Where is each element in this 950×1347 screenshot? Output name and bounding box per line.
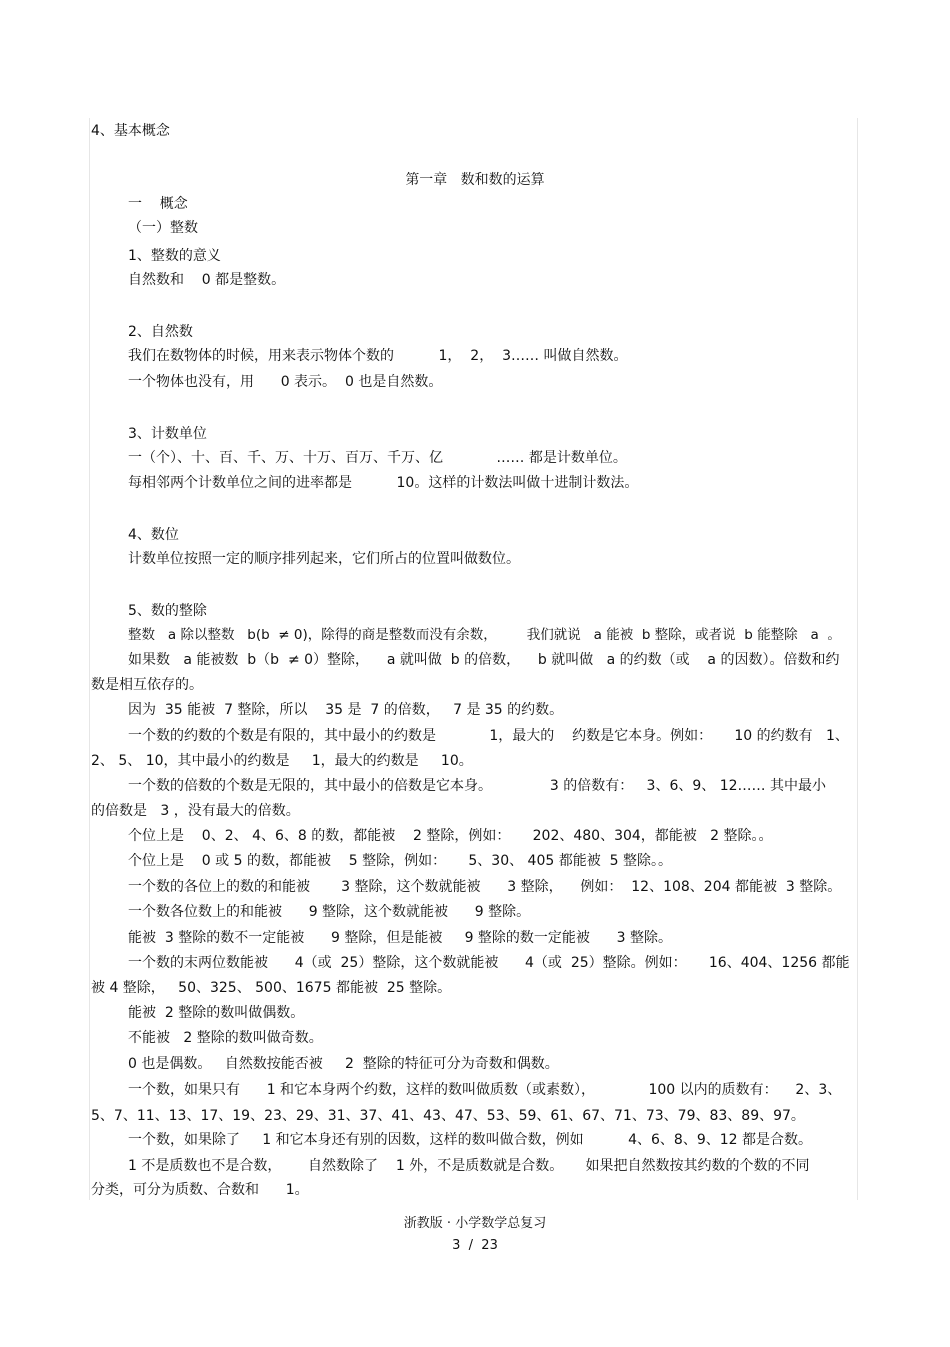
text-line: 的倍数是 3 ，没有最大的倍数。 bbox=[91, 803, 300, 819]
text-line: 如果数 a 能被数 b（b ≠ 0）整除， a 就叫做 b 的倍数， b 就叫做 a 的约数（或 a 的因数）。倍数和约 bbox=[128, 652, 840, 668]
text-line: 一个数的末两位数能被 4（或 25）整除，这个数就能被 4（或 25）整除。例如： 16、404、1256 都能 bbox=[128, 955, 850, 971]
text-line: 5、7、11、13、17、19、23、29、31、37、41、43、47、53、59、61、67、71、73、79、83、89、97。 bbox=[91, 1108, 805, 1124]
text-line: 计数单位按照一定的顺序排列起来，它们所占的位置叫做数位。 bbox=[128, 551, 520, 567]
text-line: 个位上是 0 或 5 的数，都能被 5 整除，例如： 5、30、 405 都能被 5 整除。。 bbox=[128, 853, 672, 869]
text-line: 3、计数单位 bbox=[128, 426, 207, 442]
text-line: 一个数，如果除了 1 和它本身还有别的因数，这样的数叫做合数，例如 4、6、8、9、12 都是合数。 bbox=[128, 1132, 813, 1148]
text-line: 4、数位 bbox=[128, 527, 179, 543]
chapter-title: 第一章 数和数的运算 bbox=[405, 172, 545, 188]
right-margin-rule bbox=[857, 118, 858, 1200]
text-line: 每相邻两个计数单位之间的进率都是 10。这样的计数法叫做十进制计数法。 bbox=[128, 475, 639, 491]
footer-title: 浙教版 · 小学数学总复习 bbox=[403, 1216, 547, 1231]
text-line: 一个数各位数上的和能被 9 整除，这个数就能被 9 整除。 bbox=[128, 904, 531, 920]
text-line: 一个数的约数的个数是有限的，其中最小的约数是 1，最大的 约数是它本身。例如： 10 的约数有 1、 bbox=[128, 728, 849, 744]
text-line: 一个数的各位上的数的和能被 3 整除，这个数就能被 3 整除， 例如： 12、108、204 都能被 3 整除。 bbox=[128, 879, 842, 895]
text-line: 一个数，如果只有 1 和它本身两个约数，这样的数叫做质数（或素数）， 100 以内的质数有： 2、3、 bbox=[128, 1082, 842, 1098]
text-line: 2、 5、 10，其中最小的约数是 1，最大的约数是 10。 bbox=[91, 753, 473, 769]
text-line: 5、数的整除 bbox=[128, 603, 207, 619]
text-line: 1 不是质数也不是合数， 自然数除了 1 外，不是质数就是合数。 如果把自然数按其约数的个数的不同 bbox=[128, 1158, 810, 1174]
text-line: 个位上是 0、2、 4、6、8 的数，都能被 2 整除，例如： 202、480、304，都能被 2 整除。。 bbox=[128, 828, 773, 844]
left-margin-rule bbox=[89, 118, 90, 1200]
page-number: 3 / 23 bbox=[452, 1238, 498, 1253]
section-label: 4、基本概念 bbox=[91, 123, 170, 139]
text-line: 我们在数物体的时候，用来表示物体个数的 1， 2， 3…… 叫做自然数。 bbox=[128, 348, 628, 364]
text-line: 2、自然数 bbox=[128, 324, 193, 340]
text-line: 自然数和 0 都是整数。 bbox=[128, 272, 286, 288]
text-line: 能被 2 整除的数叫做偶数。 bbox=[128, 1005, 305, 1021]
text-line: 一个数的倍数的个数是无限的，其中最小的倍数是它本身。 3 的倍数有： 3、6、9、 12…… 其中最小 bbox=[128, 778, 826, 794]
text-line: 因为 35 能被 7 整除，所以 35 是 7 的倍数， 7 是 35 的约数。 bbox=[128, 702, 564, 718]
text-line: 一个物体也没有，用 0 表示。 0 也是自然数。 bbox=[128, 374, 443, 390]
text-line: 一（个）、十、百、千、万、十万、百万、千万、亿 …… 都是计数单位。 bbox=[128, 450, 627, 466]
text-line: （一）整数 bbox=[128, 220, 198, 236]
text-line: 分类，可分为质数、合数和 1。 bbox=[91, 1182, 309, 1198]
text-line: 数是相互依存的。 bbox=[91, 677, 203, 693]
text-line: 整数 a 除以整数 b(b ≠ 0)，除得的商是整数而没有余数， 我们就说 a 能被 b 整除，或者说 b 能整除 a 。 bbox=[128, 627, 841, 643]
text-line: 能被 3 整除的数不一定能被 9 整除，但是能被 9 整除的数一定能被 3 整除。 bbox=[128, 930, 672, 946]
text-line: 不能被 2 整除的数叫做奇数。 bbox=[128, 1030, 323, 1046]
text-line: 被 4 整除， 50、325、 500、1675 都能被 25 整除。 bbox=[91, 980, 452, 996]
text-line: 0 也是偶数。 自然数按能否被 2 整除的特征可分为奇数和偶数。 bbox=[128, 1056, 559, 1072]
text-line: 一 概念 bbox=[128, 196, 188, 212]
text-line: 1、整数的意义 bbox=[128, 248, 221, 264]
